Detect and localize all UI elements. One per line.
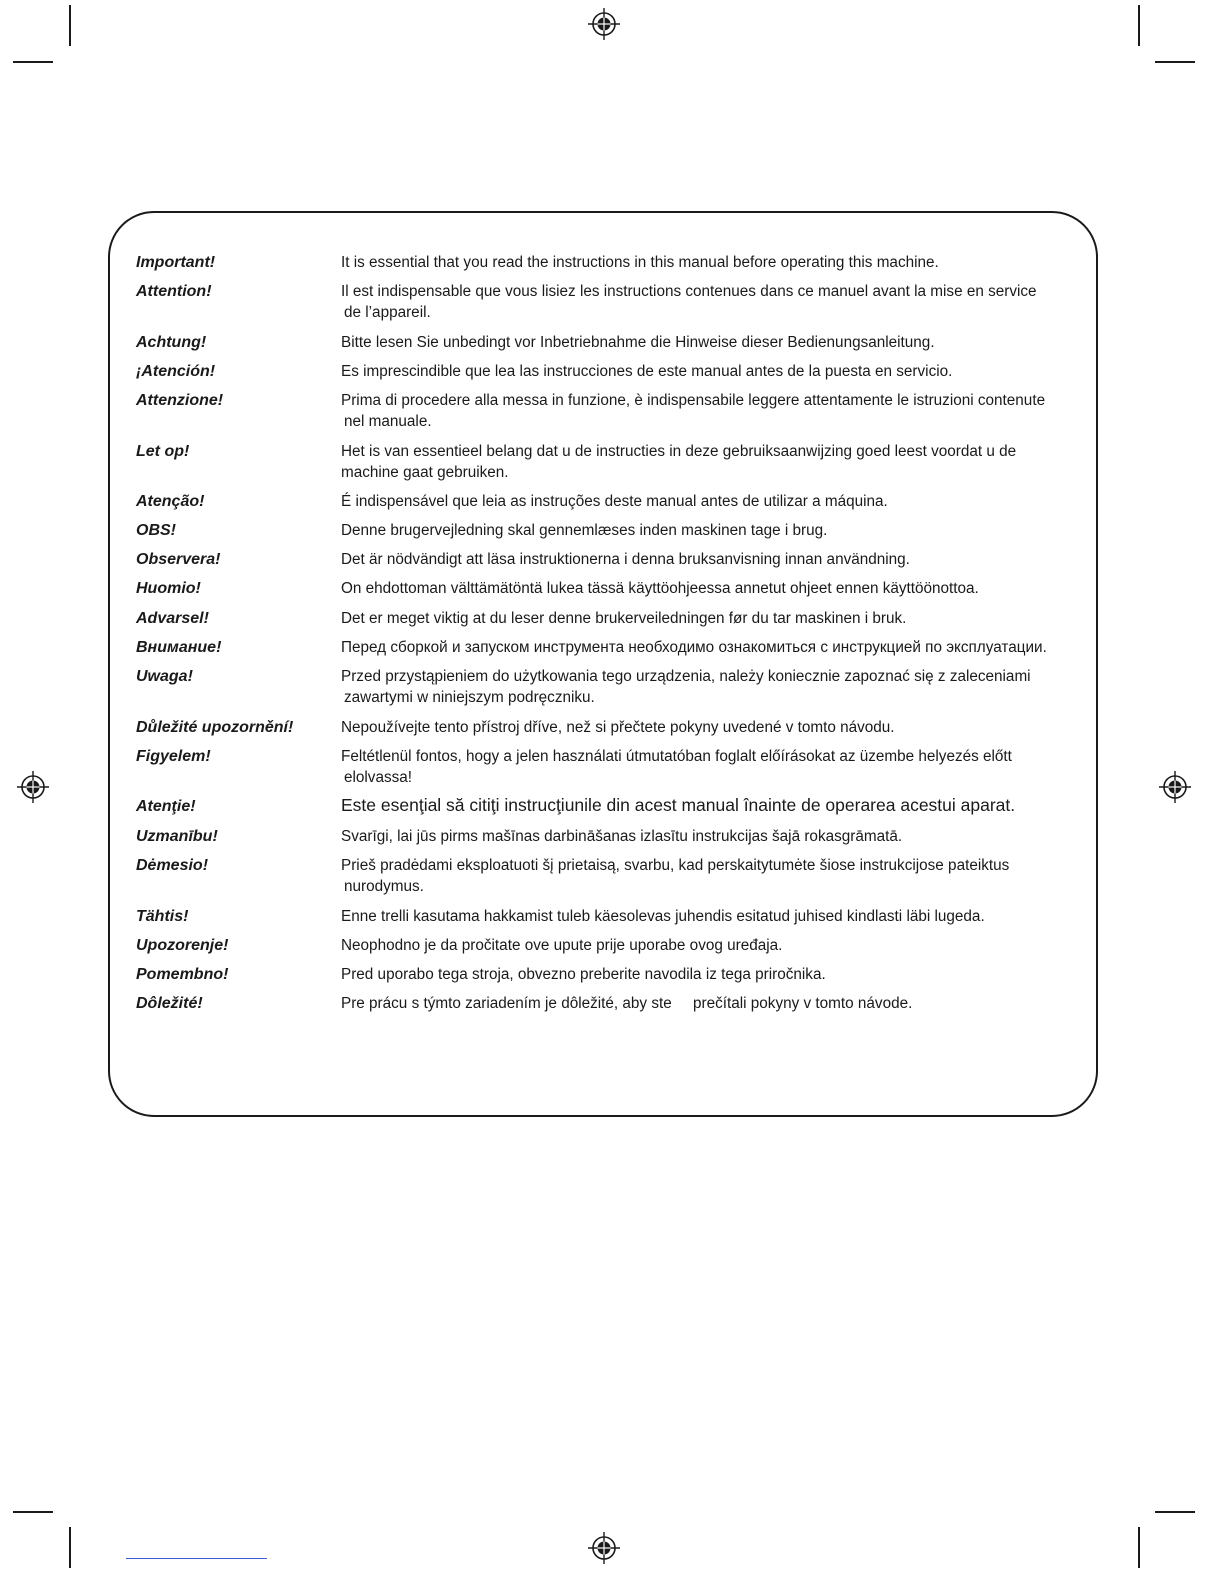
warning-label: Tähtis! xyxy=(136,908,189,925)
warning-text: Det är nödvändigt att läsa instruktionerna i denna bruksanvisning innan användning. xyxy=(341,551,910,568)
warning-label: Upozorenje! xyxy=(136,937,229,954)
warning-label: Let op! xyxy=(136,443,190,460)
warning-text: Nepoužívejte tento přístroj dříve, než si přečtete pokyny uvedené v tomto návodu. xyxy=(341,719,895,736)
crop-mark-bottom-left-h xyxy=(13,1511,53,1513)
warning-text: Svarīgi, lai jūs pirms mašīnas darbināšanas izlasītu instrukcijas šajā rokasgrāmatā. xyxy=(341,828,903,845)
warning-label: Figyelem! xyxy=(136,748,211,765)
warning-text: Es imprescindible que lea las instrucciones de este manual antes de la puesta en servicio. xyxy=(341,363,953,380)
warning-text: Enne trelli kasutama hakkamist tuleb käesolevas juhendis esitatud juhised kindlasti läbi lugeda. xyxy=(341,908,985,925)
warning-label: Attenzione! xyxy=(136,392,224,409)
warning-text: On ehdottoman välttämätöntä lukea tässä käyttöohjeessa annetut ohjeet ennen käyttöönottoa. xyxy=(341,580,979,597)
warning-label: Achtung! xyxy=(136,334,207,351)
warning-label: Uzmanību! xyxy=(136,828,218,845)
warning-label: Attention! xyxy=(136,283,212,300)
warning-text: É indispensável que leia as instruções deste manual antes de utilizar a máquina. xyxy=(341,493,888,510)
warning-text: Denne brugervejledning skal gennemlæses inden maskinen tage i brug. xyxy=(341,522,828,539)
crop-mark-top-right-h xyxy=(1155,61,1195,63)
crop-mark-bottom-right-h xyxy=(1155,1511,1195,1513)
warning-text: Feltétlenül fontos, hogy a jelen használati útmutatóban foglalt előírásokat az üzembe helyezés előtt elolvassa! xyxy=(341,748,1012,786)
warning-text: Pred uporabo tega stroja, obvezno preberite navodila iz tega priročnika. xyxy=(341,966,826,983)
warning-label: Important! xyxy=(136,254,216,271)
warning-text: Det er meget viktig at du leser denne brukerveiledningen før du tar maskinen i bruk. xyxy=(341,610,907,627)
warning-text: Prieš pradėdami eksploatuoti šį prietaisą, svarbu, kad perskaitytumėte šiose instrukcijose pateiktus nurodymus. xyxy=(341,857,1010,895)
warning-label: Atenţie! xyxy=(136,798,196,815)
warning-label: Pomembno! xyxy=(136,966,229,983)
crop-mark-bottom-right xyxy=(1138,1527,1140,1568)
warning-label: Внимание! xyxy=(136,639,222,656)
warning-text: Перед сборкой и запуском инструмента необходимо ознакомиться с инструкцией по эксплуатации. xyxy=(341,639,1047,656)
warning-text: Bitte lesen Sie unbedingt vor Inbetriebnahme die Hinweise dieser Bedienungsanleitung. xyxy=(341,334,935,351)
warning-text: It is essential that you read the instructions in this manual before operating this machine. xyxy=(341,254,939,271)
warning-label: Dėmesio! xyxy=(136,857,209,874)
warning-text: Este esenţial să citiţi instrucţiunile din acest manual înainte de operarea acestui aparat. xyxy=(341,795,1016,815)
warning-label: Uwaga! xyxy=(136,668,193,685)
crop-mark-top-left-h xyxy=(13,61,53,63)
crop-mark-bottom-left xyxy=(69,1527,71,1568)
warning-label: ¡Atención! xyxy=(136,363,216,380)
warning-label: Observera! xyxy=(136,551,221,568)
warning-label: Huomio! xyxy=(136,580,201,597)
warning-text: Het is van essentieel belang dat u de instructies in deze gebruiksaanwijzing goed leest voordat u de machine gaat gebruiken. xyxy=(341,443,1017,481)
warning-text: Pre prácu s týmto zariadením je dôležité, aby ste prečítali pokyny v tomto návode. xyxy=(341,995,913,1012)
warning-label: Důležité upozornění! xyxy=(136,719,294,736)
footer-link-underline xyxy=(126,1558,267,1559)
warning-text: Prima di procedere alla messa in funzione, è indispensabile leggere attentamente le istruzioni contenute nel manuale. xyxy=(341,392,1046,430)
warning-label: Advarsel! xyxy=(136,610,209,627)
registration-mark-icon xyxy=(588,8,620,40)
warning-label: OBS! xyxy=(136,522,176,539)
registration-mark-icon xyxy=(1159,771,1191,803)
warning-text: Il est indispensable que vous lisiez les instructions contenues dans ce manuel avant la mise en service de l’appareil. xyxy=(341,283,1037,321)
crop-mark-top-left xyxy=(69,5,71,46)
warning-label: Atenção! xyxy=(136,493,205,510)
registration-mark-icon xyxy=(17,771,49,803)
crop-mark-top-right xyxy=(1138,5,1140,46)
warning-label: Dôležité! xyxy=(136,995,203,1012)
registration-mark-icon xyxy=(588,1532,620,1564)
warning-text: Neophodno je da pročitate ove upute prije uporabe ovog uređaja. xyxy=(341,937,783,954)
warning-text: Przed przystąpieniem do użytkowania tego urządzenia, należy koniecznie zapoznać się z zaleceniami zawartymi w niniejszym podręczniku. xyxy=(341,668,1031,706)
